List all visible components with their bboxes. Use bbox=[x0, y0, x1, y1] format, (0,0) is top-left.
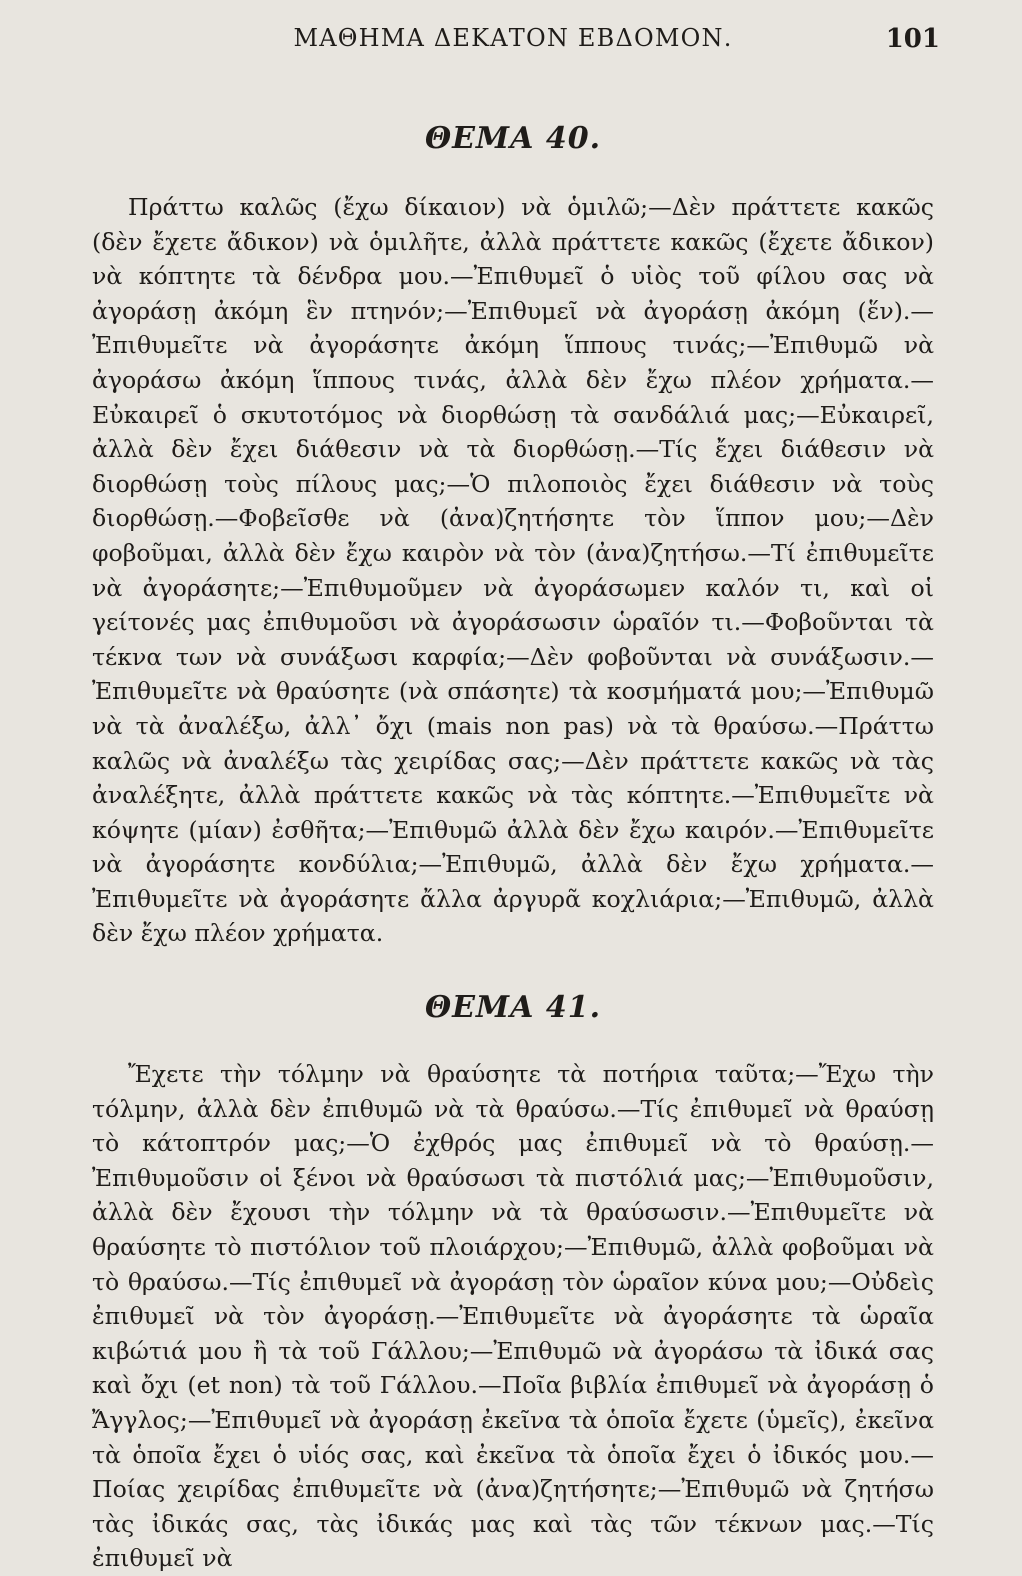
exercise-41-text: Ἔχετε τὴν τόλμην νὰ θραύσητε τὰ ποτήρια ταῦτα;—Ἔχω τὴν τόλμην, ἀλλὰ δὲν ἐπιθυμῶ νὰ τὰ θραύσω.—Τίς ἐπιθυμεῖ νὰ θραύσῃ τὸ κάτοπτρόν μας;—Ὁ ἐχθρός μας ἐπιθυμεῖ νὰ τὸ θραύσῃ.—Ἐπιθυμοῦσιν οἱ ξένοι νὰ θραύσωσι τὰ πιστόλιά μας;—Ἐπιθυμοῦσιν, ἀλλὰ δὲν ἔχουσι τὴν τόλμην νὰ τὰ θραύσωσιν.—Ἐπιθυμεῖτε νὰ θραύσητε τὸ πιστόλιον τοῦ πλοιάρχου;—Ἐπιθυμῶ, ἀλλὰ φοβοῦμαι νὰ τὸ θραύσω.—Τίς ἐπιθυμεῖ νὰ ἀγοράσῃ τὸν ὡραῖον κύνα μου;—Οὐδεὶς ἐπιθυμεῖ νὰ τὸν ἀγοράσῃ.—Ἐπιθυμεῖτε νὰ ἀγοράσητε τὰ ὡραῖα κιβώτιά μου ἢ τὰ τοῦ Γάλλου;—Ἐπιθυμῶ νὰ ἀγοράσω τὰ ἰδικά σας καὶ ὄχι (et non) τὰ τοῦ Γάλλου.—Ποῖα βιβλία ἐπιθυμεῖ νὰ ἀγοράσῃ ὁ Ἄγγλος;—Ἐπιθυμεῖ νὰ ἀγοράσῃ ἐκεῖνα τὰ ὁποῖα ἔχετε (ὑμεῖς), ἐκεῖνα τὰ ὁποῖα ἔχει ὁ υἱός σας, καὶ ἐκεῖνα τὰ ὁποῖα ἔχει ὁ ἰδικός μου.—Ποίας χειρίδας ἐπιθυμεῖτε νὰ (ἀνα)ζητήσητε;—Ἐπιθυμῶ νὰ ζητήσω τὰς ἰδικάς σας, τὰς ἰδικάς μας καὶ τὰς τῶν τέκνων μας.—Τίς ἐπιθυμεῖ νὰ bbox=[92, 1060, 934, 1573]
exercise-40-heading: ΘΕΜΑ 40. bbox=[424, 121, 602, 156]
running-title: ΜΑΘΗΜΑ ΔΕΚΑΤΟΝ ΕΒΔΟΜΟΝ. bbox=[293, 24, 733, 52]
page-number: 101 bbox=[885, 24, 940, 54]
running-header bbox=[92, 24, 940, 76]
exercise-41-heading: ΘΕΜΑ 41. bbox=[424, 990, 602, 1026]
exercise-40-text: Πράττω καλῶς (ἔχω δίκαιον) νὰ ὁμιλῶ;—Δὲν πράττετε κακῶς (δὲν ἔχετε ἄδικον) νὰ ὁμιλῆτε, ἀλλὰ πράττετε κακῶς (ἔχετε ἄδικον) νὰ κόπτητε τὰ δένδρα μου.—Ἐπιθυμεῖ ὁ υἱὸς τοῦ φίλου σας νὰ ἀγοράσῃ ἀκόμη ἓν πτηνόν;—Ἐπιθυμεῖ νὰ ἀγοράσῃ ἀκόμη (ἕν).—Ἐπιθυμεῖτε νὰ ἀγοράσητε ἀκόμη ἵππους τινάς;—Ἐπιθυμῶ νὰ ἀγοράσω ἀκόμη ἵππους τινάς, ἀλλὰ δὲν ἔχω πλέον χρήματα.—Εὐκαιρεῖ ὁ σκυτοτόμος νὰ διορθώσῃ τὰ σανδάλιά μας;—Εὐκαιρεῖ, ἀλλὰ δὲν ἔχει διάθεσιν νὰ τὰ διορθώσῃ.—Τίς ἔχει διάθεσιν νὰ διορθώσῃ τοὺς πίλους μας;—Ὁ πιλοποιὸς ἔχει διάθεσιν νὰ τοὺς διορθώσῃ.—Φοβεῖσθε νὰ (ἀνα)ζητήσητε τὸν ἵππον μου;—Δὲν φοβοῦμαι, ἀλλὰ δὲν ἔχω καιρὸν νὰ τὸν (ἀνα)ζητήσω.—Τί ἐπιθυμεῖτε νὰ ἀγοράσητε;—Ἐπιθυμοῦμεν νὰ ἀγοράσωμεν καλόν τι, καὶ οἱ γείτονές μας ἐπιθυμοῦσι νὰ ἀγοράσωσιν ὡραῖόν τι.—Φοβοῦνται τὰ τέκνα των νὰ συνάξωσι καρφία;—Δὲν φοβοῦνται νὰ συνάξωσιν.—Ἐπιθυμεῖτε νὰ θραύσητε (νὰ σπάσητε) τὰ κοσμήματά μου;—Ἐπιθυμῶ νὰ τὰ ἀναλέξω, ἀλλ᾽ ὄχι (mais non pas) νὰ τὰ θραύσω.—Πράττω καλῶς νὰ ἀναλέξω τὰς χειρίδας σας;—Δὲν πράττετε κακῶς νὰ τὰς ἀναλέξητε, ἀλλὰ πράττετε κακῶς νὰ τὰς κόπτητε.—Ἐπιθυμεῖτε νὰ κόψητε (μίαν) ἐσθῆτα;—Ἐπιθυμῶ ἀλλὰ δὲν ἔχω καιρόν.—Ἐπιθυμεῖτε νὰ ἀγοράσητε κονδύλια;—Ἐπιθυμῶ, ἀλλὰ δὲν ἔχω χρήματα.—Ἐπιθυμεῖτε νὰ ἀγοράσητε ἄλλα ἀργυρᾶ κοχλιάρια;—Ἐπιθυμῶ, ἀλλὰ δὲν ἔχω πλέον χρήματα. bbox=[92, 193, 934, 948]
